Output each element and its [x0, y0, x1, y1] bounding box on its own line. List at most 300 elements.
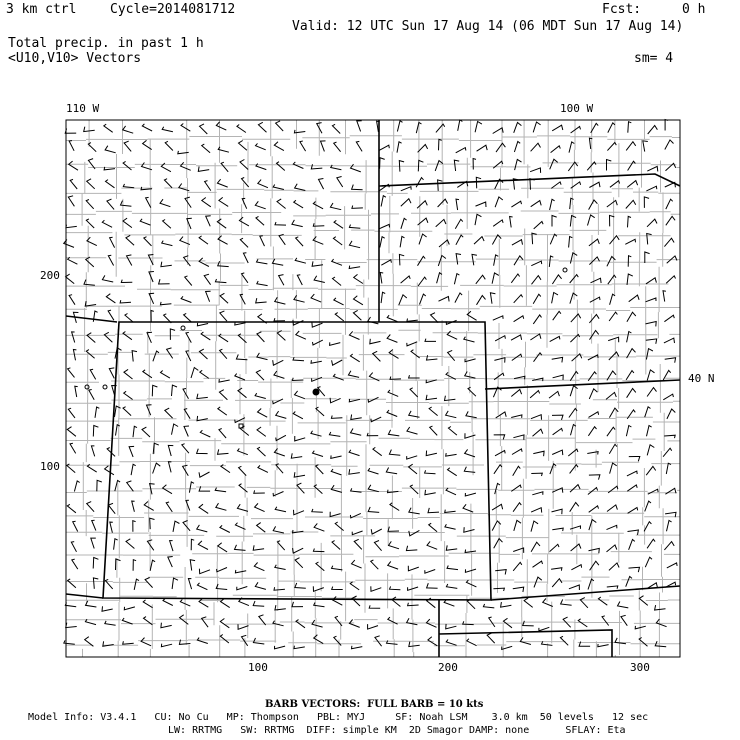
wind-barb: [333, 277, 342, 286]
utah-border: [66, 316, 117, 322]
wind-barb: [465, 493, 476, 496]
wind-barb: [531, 473, 542, 476]
county-line: [363, 160, 369, 613]
wind-barb: [371, 560, 379, 569]
wind-barb: [607, 586, 618, 589]
wind-barb: [258, 409, 268, 418]
wind-barb: [607, 427, 615, 436]
wind-barb: [588, 215, 595, 226]
wind-barb: [66, 623, 77, 628]
wind-barb: [356, 141, 362, 151]
wind-barb: [188, 579, 191, 590]
wind-barb: [409, 464, 418, 474]
wind-barb: [150, 518, 155, 529]
wind-barb: [647, 370, 654, 381]
wind-barb: [560, 636, 568, 645]
wind-barb: [571, 565, 581, 570]
wind-barb: [316, 465, 324, 474]
wind-barb: [492, 504, 503, 510]
wind-barb: [607, 257, 616, 267]
wind-barb: [369, 605, 380, 608]
wind-barb: [105, 146, 116, 153]
wind-barb: [494, 465, 502, 474]
wind-barb: [368, 317, 379, 324]
wind-barb: [68, 368, 75, 378]
wind-barb: [495, 483, 500, 494]
wind-barb: [646, 339, 657, 344]
wind-barb: [273, 526, 284, 533]
wind-barb: [667, 520, 672, 531]
wind-barb: [494, 435, 505, 440]
wind-barb: [352, 185, 363, 190]
wind-barb: [274, 371, 285, 378]
wind-barb: [426, 451, 437, 456]
wind-barb: [217, 179, 227, 187]
wind-barb: [161, 371, 170, 379]
wind-barb: [108, 503, 115, 513]
wind-barb: [240, 294, 245, 304]
left-label-100: 100: [40, 460, 60, 473]
wind-barb: [598, 597, 607, 605]
wind-barb: [141, 638, 151, 646]
wind-barb: [647, 388, 656, 397]
wind-barb: [628, 530, 639, 535]
forecast-hour-value: 0 h: [682, 2, 706, 17]
wind-barb: [86, 257, 94, 267]
wind-barb: [260, 236, 265, 246]
wind-barb: [590, 331, 599, 340]
wind-barb: [275, 646, 286, 649]
wind-barb: [200, 370, 209, 378]
wind-barb: [455, 219, 463, 229]
wind-barb: [371, 586, 382, 591]
wind-barb: [253, 601, 264, 606]
wind-barb: [143, 600, 152, 608]
wind-barb: [530, 334, 541, 340]
wind-barb: [69, 141, 74, 151]
wind-barb: [292, 220, 303, 227]
wind-barb: [646, 278, 657, 284]
wind-barb: [215, 488, 226, 492]
wind-barb: [553, 428, 563, 434]
wind-barb: [291, 453, 302, 458]
wind-barb: [553, 311, 561, 320]
wind-barb: [197, 638, 208, 644]
wind-barb: [219, 197, 228, 206]
wind-barb: [124, 391, 133, 399]
valid-time: Valid: 12 UTC Sun 17 Aug 14 (06 MDT Sun 17 Aug 14): [292, 19, 684, 34]
texas-border: [439, 600, 612, 657]
wind-barb: [627, 389, 636, 398]
wind-barb: [316, 562, 324, 571]
wind-barb: [91, 446, 94, 457]
wind-barb: [644, 197, 649, 208]
wind-barb: [331, 469, 341, 475]
wind-barb: [368, 468, 378, 474]
wind-barb: [202, 198, 211, 207]
wind-barb: [655, 605, 666, 610]
wind-barb: [589, 182, 600, 187]
county-line: [547, 120, 553, 657]
wind-barb: [123, 126, 134, 133]
wind-barb: [610, 181, 620, 188]
wind-barb: [294, 510, 305, 515]
town-circle-icon: [181, 326, 185, 330]
wind-barb: [277, 541, 284, 550]
wind-barb: [427, 355, 438, 360]
wind-barb: [293, 548, 304, 553]
wind-barb: [276, 411, 287, 418]
wind-barb: [446, 488, 456, 495]
wind-barb: [494, 358, 505, 363]
wind-barb: [275, 507, 286, 512]
wind-barb: [67, 504, 76, 513]
wind-barb: [297, 275, 302, 285]
wind-barb: [126, 235, 134, 245]
wind-barb: [532, 276, 542, 285]
wind-barb: [533, 315, 541, 324]
wind-barb: [454, 160, 459, 171]
wind-barb: [295, 391, 305, 399]
county-line: [66, 211, 680, 216]
wind-barb: [197, 394, 208, 399]
wind-barb: [72, 559, 78, 569]
wind-barb: [607, 200, 618, 207]
wind-barb: [627, 181, 637, 188]
wind-barb: [86, 219, 94, 228]
wind-barb: [256, 216, 264, 225]
wind-barb: [552, 357, 563, 362]
wind-barb: [626, 371, 634, 380]
wind-barb: [664, 338, 675, 343]
wind-barb: [406, 546, 417, 551]
wind-barb: [456, 199, 459, 210]
county-line: [66, 417, 680, 423]
wind-barb: [349, 620, 359, 628]
wind-barb: [380, 158, 385, 169]
wind-barb: [242, 198, 247, 208]
wind-barb: [93, 426, 98, 437]
wind-barb: [425, 570, 435, 574]
wind-barb: [589, 548, 600, 553]
wind-barb: [454, 274, 459, 285]
county-line: [66, 640, 680, 646]
wind-barb: [153, 351, 159, 361]
wind-barb: [65, 603, 76, 607]
wind-barb: [256, 298, 267, 303]
wind-barb: [493, 316, 503, 320]
wind-barb: [123, 641, 134, 644]
wind-barb: [337, 177, 343, 188]
wind-barb: [235, 570, 246, 573]
wind-barb: [520, 637, 531, 644]
wind-barb: [142, 124, 152, 131]
wind-barb: [647, 219, 657, 227]
wind-barb: [348, 371, 359, 378]
wind-barb: [335, 313, 344, 321]
wind-barb: [531, 542, 540, 552]
wind-barb: [116, 559, 121, 570]
wind-barb: [533, 294, 541, 304]
wind-barb: [189, 482, 194, 493]
wind-barb: [199, 472, 210, 477]
wind-barb: [170, 329, 175, 340]
county-line: [66, 330, 680, 336]
wind-barb: [197, 449, 208, 454]
wind-barb: [643, 141, 648, 152]
wind-barb: [273, 360, 284, 365]
wind-barb: [292, 602, 303, 607]
wind-barb: [294, 295, 305, 302]
wind-barb: [314, 523, 324, 531]
wind-barb: [152, 385, 157, 396]
wind-barb: [162, 127, 173, 132]
wind-barb: [475, 214, 481, 225]
wind-barb: [392, 597, 401, 607]
wind-barb: [381, 292, 385, 303]
wind-barb: [277, 331, 285, 341]
wind-barb: [126, 539, 134, 549]
wind-barb: [456, 254, 461, 265]
wind-barb: [456, 235, 463, 245]
wind-barb: [467, 600, 475, 609]
wind-barb: [89, 390, 94, 400]
wind-barb: [409, 642, 420, 647]
wind-barb: [598, 644, 609, 647]
county-line: [66, 378, 680, 382]
wind-barb: [313, 586, 324, 591]
wind-barb: [72, 332, 75, 343]
wind-barb: [589, 506, 599, 513]
wind-barb: [407, 319, 418, 322]
wind-barb: [627, 274, 633, 285]
wind-barb: [370, 339, 381, 344]
wind-barb: [296, 237, 304, 246]
wind-barb: [258, 180, 268, 188]
wind-barb: [173, 521, 179, 532]
wind-barb: [220, 635, 229, 644]
wind-barb: [409, 530, 420, 535]
wind-barb: [588, 372, 596, 381]
wind-barb: [275, 565, 286, 570]
wind-barb: [123, 407, 131, 416]
wind-barb: [588, 355, 598, 360]
wind-barb: [407, 456, 418, 459]
wind-barb: [257, 281, 268, 286]
wind-barb: [629, 567, 640, 572]
map-frame: [66, 120, 680, 657]
wind-barb: [314, 635, 324, 644]
wind-barb: [473, 159, 476, 170]
wind-barb: [220, 311, 227, 321]
wind-barb: [199, 236, 208, 244]
wind-barb: [160, 199, 170, 207]
wind-barb: [465, 433, 476, 438]
wind-barb: [487, 633, 495, 643]
wind-barb: [274, 587, 285, 590]
wind-barb: [170, 541, 173, 552]
wind-barb: [607, 143, 616, 151]
county-borders: [66, 120, 680, 657]
wind-barb: [627, 332, 632, 343]
wind-barb: [476, 275, 486, 284]
wind-barb: [274, 142, 284, 151]
wind-barb: [607, 525, 617, 529]
wind-barb: [68, 257, 78, 264]
wind-barb: [550, 234, 557, 244]
wind-barb: [204, 274, 210, 285]
wind-barb: [332, 124, 340, 133]
wind-barb: [589, 475, 600, 480]
town-circle-icon: [103, 385, 107, 389]
wind-barb: [114, 539, 118, 550]
wind-barb: [199, 569, 210, 574]
wind-barb: [511, 274, 519, 283]
wind-barb: [629, 457, 640, 462]
wind-barb: [495, 336, 505, 341]
wind-barb: [197, 323, 208, 326]
county-line: [116, 120, 123, 657]
wind-barb: [134, 579, 139, 590]
wind-barb: [589, 315, 599, 323]
wind-barb: [172, 578, 178, 589]
wind-barb: [549, 391, 559, 398]
wind-barb: [353, 310, 361, 320]
wind-barb: [218, 543, 227, 552]
wind-barb: [390, 503, 399, 511]
wind-barb: [105, 579, 112, 589]
wind-barb: [493, 220, 503, 226]
wind-barb: [243, 253, 248, 263]
wind-barb: [197, 583, 207, 590]
wind-barb: [354, 274, 363, 283]
wind-barb: [493, 588, 504, 591]
wind-barb: [108, 310, 114, 320]
wind-barb: [647, 445, 654, 456]
wind-barb: [408, 587, 419, 590]
wind-barb: [86, 601, 97, 607]
wind-barb: [621, 615, 627, 625]
wind-barb: [569, 237, 573, 248]
wind-barb: [86, 200, 94, 209]
wind-barb: [274, 318, 285, 321]
wind-barb: [220, 349, 227, 359]
wind-barb: [530, 391, 540, 398]
wind-barb: [568, 449, 578, 456]
wind-barb: [552, 509, 563, 514]
county-line: [66, 136, 680, 141]
wind-barb: [321, 141, 326, 152]
wind-barb: [274, 448, 284, 456]
county-line: [66, 619, 680, 624]
wind-barb: [629, 540, 635, 550]
wind-barb: [534, 222, 543, 229]
wind-barb: [314, 276, 325, 283]
county-line: [66, 552, 680, 557]
county-line: [412, 120, 420, 657]
wind-barb: [408, 603, 419, 606]
wind-barb: [74, 481, 79, 492]
wind-barb: [168, 557, 173, 568]
wind-barb: [313, 451, 324, 457]
wind-barb: [552, 528, 563, 531]
wind-barb: [514, 123, 522, 133]
wind-barb: [589, 200, 598, 210]
wind-barb: [407, 427, 418, 434]
wind-barb: [149, 272, 154, 283]
wind-barb: [511, 415, 522, 418]
top-label-100w: 100 W: [560, 102, 594, 115]
wind-barb: [552, 415, 563, 420]
wind-barb: [151, 311, 154, 322]
wind-barb: [626, 577, 632, 587]
wind-barb: [589, 412, 599, 418]
wind-barb: [220, 525, 230, 532]
wind-barb: [381, 260, 391, 265]
wind-barb: [448, 350, 455, 360]
county-line: [466, 120, 473, 657]
wind-barb: [388, 561, 398, 569]
wind-barb: [273, 492, 283, 496]
wind-barb: [255, 201, 265, 209]
wind-barb: [512, 449, 522, 455]
wind-barb: [164, 179, 172, 188]
wind-barb: [160, 302, 171, 305]
wind-barb: [237, 125, 246, 133]
wind-barb: [349, 266, 360, 269]
wind-barb: [199, 598, 208, 607]
wind-barb: [206, 216, 211, 227]
wind-barb: [349, 469, 360, 474]
wind-barb: [357, 121, 362, 132]
wind-barb: [219, 429, 226, 439]
wind-barb: [428, 508, 439, 513]
wind-barb: [531, 508, 542, 513]
wind-barb: [330, 342, 341, 345]
town-circle-icon: [85, 385, 89, 389]
wind-barb: [418, 218, 428, 225]
wind-barb: [628, 256, 631, 267]
wind-barb: [410, 388, 418, 397]
wind-barb: [552, 293, 558, 304]
wind-barb: [458, 120, 463, 131]
wind-barb: [254, 490, 265, 493]
nebraska-kansas-border: [485, 380, 680, 389]
wind-barb: [477, 145, 488, 151]
wind-barb: [68, 579, 76, 588]
wind-barb: [666, 199, 673, 209]
wind-barb: [387, 335, 397, 343]
wind-barb: [390, 586, 401, 589]
wind-barb: [75, 386, 78, 397]
wind-barb: [501, 602, 512, 607]
wind-barb: [351, 415, 362, 420]
field-title: Total precip. in past 1 h: [8, 36, 204, 51]
wind-barb: [221, 162, 228, 172]
wind-barb: [105, 621, 116, 625]
wind-barb: [104, 124, 113, 132]
wind-barb: [533, 451, 544, 456]
wind-barb: [590, 561, 599, 570]
wind-barb: [123, 161, 131, 170]
wind-barb: [350, 354, 359, 362]
wind-barb: [664, 435, 675, 438]
wind-barb: [295, 583, 306, 588]
wind-barb: [569, 585, 580, 590]
wind-barb: [115, 406, 121, 417]
county-line: [66, 305, 680, 310]
wind-barb: [399, 295, 407, 305]
